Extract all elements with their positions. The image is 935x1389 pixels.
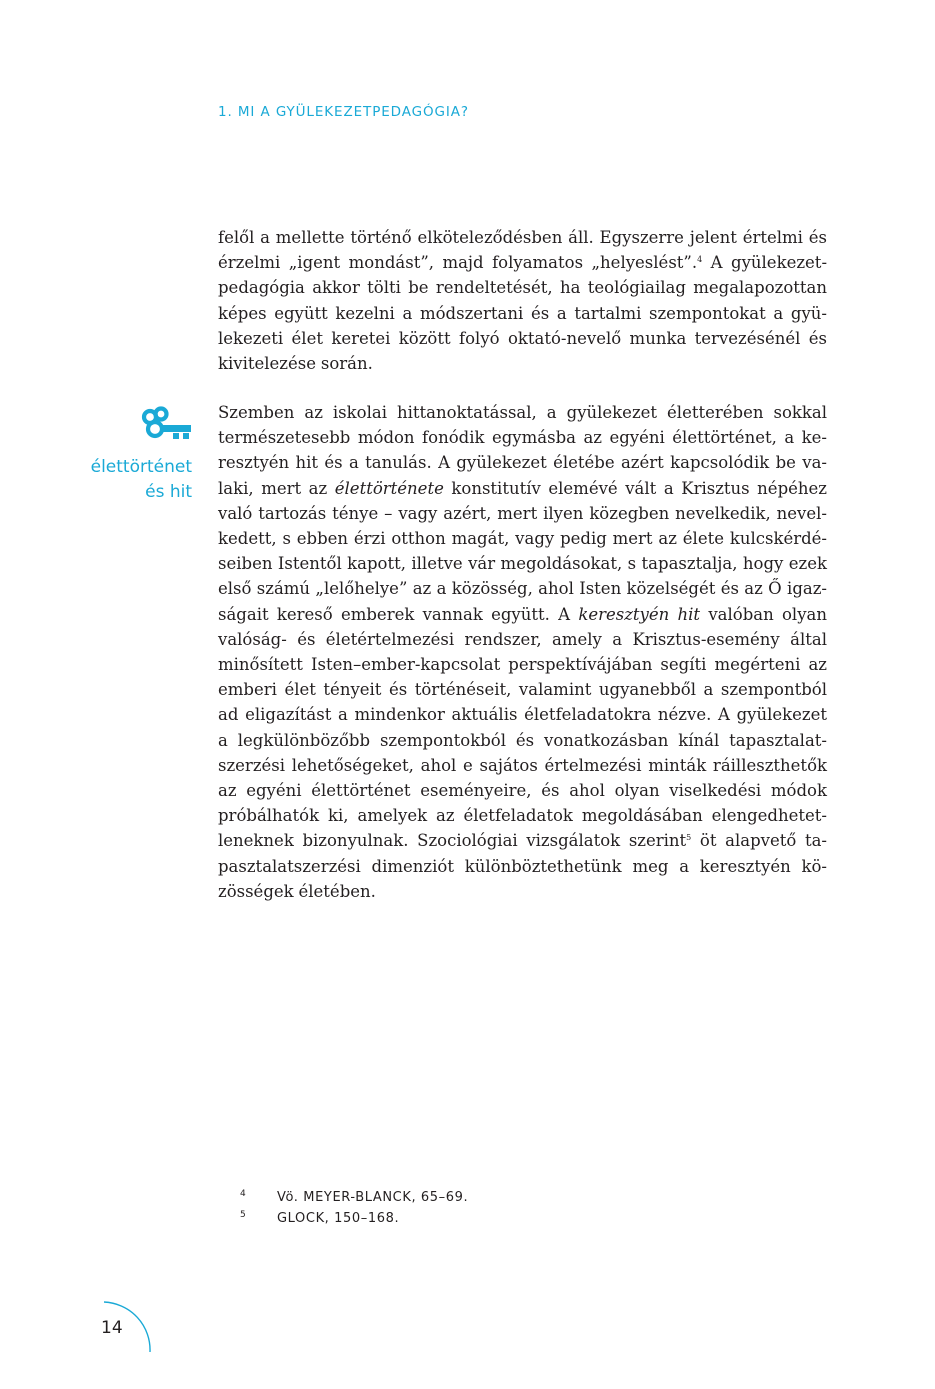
footnote-5	[240, 1209, 468, 1230]
footnote-ref-5[interactable]: 5	[686, 833, 692, 843]
paragraph-2	[218, 400, 827, 904]
paragraph-1-text: felől a mellette történő elköteleződésben áll. Egyszerre jelent értelmi és érzelmi „igent mondást”, majd folyamatos „helyeslést”.	[218, 228, 827, 273]
paragraph-2-text-3: valóban olyan valóság- és életértelmezési rendszer, amely a Krisztus-esemény által minősített Isten–ember-kapcsolat perspektívájában segíti megérteni az emberi élet tényeit és történéseit, valamint ugyanebből a szempontból ad eligazítást a mindenkor aktuális életfeladatokra nézve. A gyülekezet a legkülönbözőbb szempontokból és vonatkozásban kínál tapasztalatszerzési lehetőségeket, ahol e sajátos értelmezési minták ráilleszthetők az egyéni élettörténet eseményeire, és ahol olyan viselkedési módok próbálhatók ki, amelyek az életfeladatok megoldásában elengedhetetleneknek bizonyulnak. Szociológiai vizsgálatok szerint	[218, 604, 827, 851]
paragraph-2-text-1: Szemben az iskolai hittanoktatással, a gyülekezet életterében sokkal természetesebb módon fonódik egymásba az egyéni élettörténet, a keresztyén hit és a tanulás. A gyülekezet életébe azért kapcsolódik be valaki, mert az	[218, 403, 827, 498]
footnote-number: 4	[240, 1189, 247, 1199]
paragraph-1	[218, 225, 827, 376]
footnotes	[240, 1188, 468, 1230]
margin-note	[91, 455, 192, 505]
emphasis-keresztyen-hit: keresztyén hit	[578, 604, 701, 624]
margin-note-line-1: élettörténet	[90, 457, 192, 477]
footnote-text: Vö. MEYER-BLANCK, 65–69.	[277, 1190, 469, 1205]
page-number: 14	[101, 1318, 123, 1338]
margin-note-line-2: és hit	[145, 482, 192, 502]
footnote-text: GLOCK, 150–168.	[277, 1211, 400, 1226]
footnote-4	[240, 1188, 468, 1209]
paragraph-2-text-2: konstitutív elemévé vált a Krisztus népéhez való tartozás ténye – vagy azért, mert ilyen közegben nevelkedik, nevelkedett, s ebben érzi otthon magát, vagy pedig mert az élete kulcskérdéseiben Istentől kapott, illetve vár megoldásokat, s tapasztalja, hogy ezek első számú „lelőhelye” az a közösség, ahol Isten közelségét és az Ő igazságait kereső emberek vannak együtt. A	[218, 478, 827, 624]
footnote-ref-4[interactable]: 4	[697, 255, 703, 265]
footnote-number: 5	[240, 1210, 247, 1220]
emphasis-elettortenete: élettörténete	[334, 478, 444, 498]
key-icon	[141, 406, 193, 444]
paragraph-2-text-4: öt alapvető tapasztalatszerzési dimenziót különböztethetünk meg a keresztyén közösségek életében.	[218, 831, 827, 901]
running-head: 1. MI A GYÜLEKEZETPEDAGÓGIA?	[218, 104, 469, 120]
paragraph-1-text-after: A gyülekezetpedagógia akkor tölti be rendeltetését, ha teológiailag megalapozottan képes együtt kezelni a módszertani és a tartalmi szempontokat a gyülekezeti élet keretei között folyó oktató-nevelő munka tervezésénél és kivitelezése során.	[218, 253, 828, 374]
